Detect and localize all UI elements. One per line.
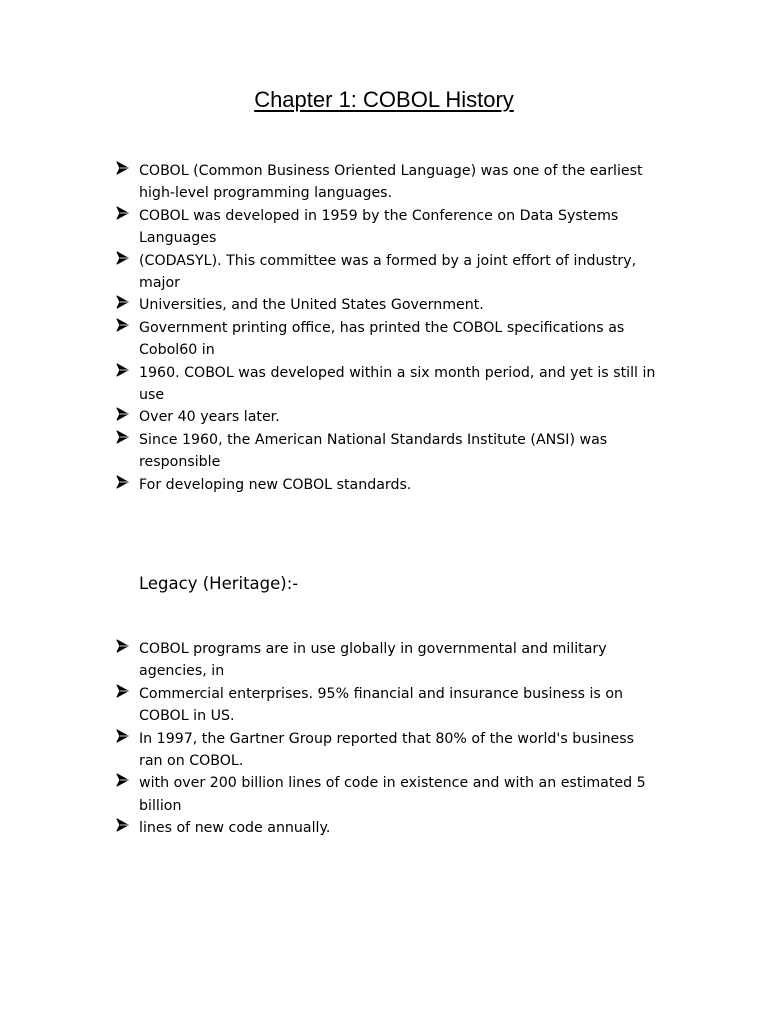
list-item-text-line: COBOL was developed in 1959 by the Conference on Data Systems xyxy=(139,207,619,224)
arrowhead-bullet-icon xyxy=(116,205,132,227)
list-item-text-line: Cobol60 in xyxy=(139,342,215,359)
list-item-text-line: 1960. COBOL was developed within a six month period, and yet is still in xyxy=(139,364,656,381)
arrowhead-bullet-icon xyxy=(116,250,132,272)
list-item xyxy=(116,429,676,474)
arrowhead-bullet-icon xyxy=(116,429,132,451)
list-item-text-line: agencies, in xyxy=(139,663,225,680)
chapter-title: Chapter 1: COBOL History xyxy=(254,87,514,112)
list-item-text-line: In 1997, the Gartner Group reported that 80% of the world's business xyxy=(139,730,635,747)
arrowhead-bullet-icon xyxy=(116,474,132,496)
arrowhead-bullet-icon xyxy=(116,772,132,794)
arrowhead-bullet-icon xyxy=(116,817,132,839)
list-item xyxy=(116,817,676,839)
list-item xyxy=(116,160,676,205)
arrowhead-bullet-icon xyxy=(116,406,132,428)
list-item-text-line: Since 1960, the American National Standards Institute (ANSI) was xyxy=(139,431,608,448)
list-item xyxy=(116,205,676,250)
list-item-text-line: responsible xyxy=(139,454,221,471)
list-item-text-line: Over 40 years later. xyxy=(139,409,280,426)
list-item-text-line: Universities, and the United States Government. xyxy=(139,297,484,314)
arrowhead-bullet-icon xyxy=(116,317,132,339)
list-item xyxy=(116,638,676,683)
list-item-text-line: Commercial enterprises. 95% financial and insurance business is on xyxy=(139,685,624,702)
list-item xyxy=(116,317,676,362)
list-item xyxy=(116,474,676,496)
list-item-text-line: billion xyxy=(139,797,182,814)
list-item xyxy=(116,683,676,728)
list-item-text-line: with over 200 billion lines of code in existence and with an estimated 5 xyxy=(139,775,646,792)
arrowhead-bullet-icon xyxy=(116,728,132,750)
list-item-text-line: For developing new COBOL standards. xyxy=(139,476,412,493)
arrowhead-bullet-icon xyxy=(116,362,132,384)
list-item xyxy=(116,294,676,316)
arrowhead-bullet-icon xyxy=(116,294,132,316)
list-item xyxy=(116,406,676,428)
list-item xyxy=(116,250,676,295)
list-item xyxy=(116,772,676,817)
list-item xyxy=(116,362,676,407)
list-item-text-line: major xyxy=(139,275,180,292)
list-item-text-line: Languages xyxy=(139,230,217,247)
arrowhead-bullet-icon xyxy=(116,160,132,182)
list-item-text-line: COBOL (Common Business Oriented Language) was one of the earliest xyxy=(139,163,643,179)
list-item-text-line: use xyxy=(139,387,165,404)
list-item-text-line: Government printing office, has printed the COBOL specifications as xyxy=(139,319,625,336)
history-bullet-list xyxy=(116,160,676,496)
legacy-bullet-list xyxy=(116,638,676,840)
arrowhead-bullet-icon xyxy=(116,683,132,705)
list-item-text-line: (CODASYL). This committee was a formed by a joint effort of industry, xyxy=(139,252,637,269)
list-item-text-line: ran on COBOL. xyxy=(139,753,244,770)
arrowhead-bullet-icon xyxy=(116,638,132,660)
list-item-text-line: COBOL programs are in use globally in governmental and military xyxy=(139,641,607,657)
list-item-text-line: lines of new code annually. xyxy=(139,820,331,837)
list-item-text-line: COBOL in US. xyxy=(139,708,235,725)
legacy-section-heading: Legacy (Heritage):- xyxy=(139,574,299,593)
list-item xyxy=(116,728,676,773)
list-item-text-line: high-level programming languages. xyxy=(139,185,393,202)
